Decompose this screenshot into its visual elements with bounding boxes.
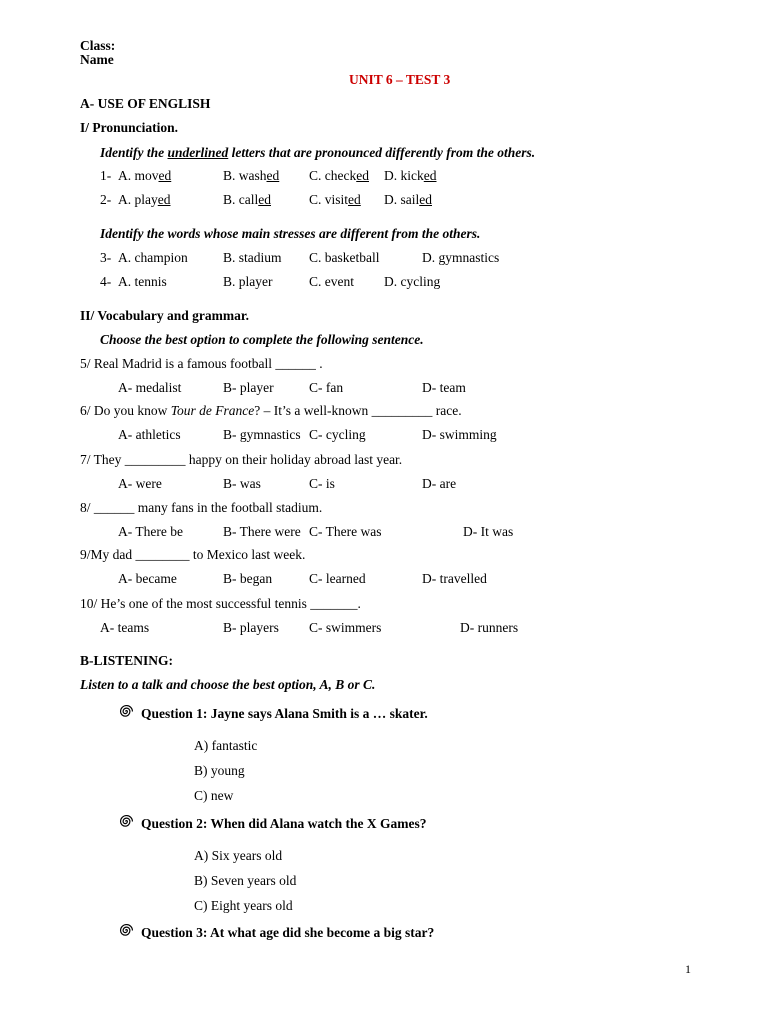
section-a-heading: A- USE OF ENGLISH xyxy=(80,96,211,111)
option-d: D- are xyxy=(422,476,457,491)
option-b: B- players xyxy=(223,620,279,635)
question-number: 3- xyxy=(100,250,112,265)
listening-option: A) Six years old xyxy=(194,848,283,863)
question-stem: 7/ They _________ happy on their holiday abroad last year. xyxy=(80,452,403,467)
option-c: C- swimmers xyxy=(309,620,382,635)
vocabulary-heading: II/ Vocabulary and grammar. xyxy=(80,308,250,323)
question-stem: 9/My dad ________ to Mexico last week. xyxy=(80,547,306,562)
option-b: B- was xyxy=(223,476,261,491)
pronunciation-instruction: Identify the underlined letters that are pronounced differently from the others. xyxy=(100,145,536,160)
question-number: 1- xyxy=(100,168,112,183)
page-number: 1 xyxy=(685,962,691,976)
option-a: A- There be xyxy=(118,524,183,539)
listening-option: B) Seven years old xyxy=(194,873,297,888)
option-c: C. visited xyxy=(309,192,361,207)
option-d: D. kicked xyxy=(384,168,437,183)
option-d: D- It was xyxy=(463,524,514,539)
option-d: D. gymnastics xyxy=(422,250,500,265)
option-b: B. called xyxy=(223,192,271,207)
option-c: C- learned xyxy=(309,571,366,586)
option-d: D. sailed xyxy=(384,192,432,207)
option-a: A- became xyxy=(118,571,177,586)
option-b: B. washed xyxy=(223,168,280,183)
option-c: C. checked xyxy=(309,168,369,183)
question-stem: 10/ He’s one of the most successful tennis _______. xyxy=(80,596,361,611)
spiral-bullet-icon xyxy=(118,922,135,939)
option-a: A- teams xyxy=(100,620,150,635)
option-d: D- runners xyxy=(460,620,519,635)
option-c: C- is xyxy=(309,476,335,491)
option-a: A- medalist xyxy=(118,380,182,395)
class-label: Class: xyxy=(80,38,116,53)
option-b: B. stadium xyxy=(223,250,282,265)
listening-instruction: Listen to a talk and choose the best option, A, B or C. xyxy=(80,677,376,692)
option-a: A. moved xyxy=(118,168,172,183)
name-label: Name xyxy=(80,52,114,67)
listening-option: C) Eight years old xyxy=(194,898,293,913)
option-c: C- cycling xyxy=(309,427,366,442)
option-d: D. cycling xyxy=(384,274,441,289)
option-a: A- athletics xyxy=(118,427,181,442)
option-a: A. played xyxy=(118,192,171,207)
option-b: B- began xyxy=(223,571,273,586)
spiral-bullet-icon xyxy=(118,703,135,720)
option-d: D- team xyxy=(422,380,466,395)
spiral-bullet-icon xyxy=(118,813,135,830)
listening-option: A) fantastic xyxy=(194,738,258,753)
listening-option: B) young xyxy=(194,763,245,778)
option-c: C. basketball xyxy=(309,250,380,265)
option-b: B- gymnastics xyxy=(223,427,301,442)
option-d: D- travelled xyxy=(422,571,487,586)
option-a: A. champion xyxy=(118,250,188,265)
option-b: B- There were xyxy=(223,524,301,539)
listening-question-3: Question 3: At what age did she become a big star? xyxy=(141,925,435,940)
vocabulary-instruction: Choose the best option to complete the following sentence. xyxy=(100,332,424,347)
option-c: C- There was xyxy=(309,524,382,539)
page-title: UNIT 6 – TEST 3 xyxy=(349,72,451,87)
question-stem: 6/ Do you know Tour de France? – It’s a well-known _________ race. xyxy=(80,403,462,418)
option-b: B. player xyxy=(223,274,273,289)
option-a: A- were xyxy=(118,476,162,491)
option-c: C. event xyxy=(309,274,354,289)
pronunciation-heading: I/ Pronunciation. xyxy=(80,120,179,135)
stress-instruction: Identify the words whose main stresses are different from the others. xyxy=(100,226,481,241)
question-number: 2- xyxy=(100,192,112,207)
question-stem: 5/ Real Madrid is a famous football ______ . xyxy=(80,356,323,371)
question-stem: 8/ ______ many fans in the football stadium. xyxy=(80,500,323,515)
listening-question-1: Question 1: Jayne says Alana Smith is a … skater. xyxy=(141,706,428,721)
listening-option: C) new xyxy=(194,788,234,803)
listening-question-2: Question 2: When did Alana watch the X Games? xyxy=(141,816,427,831)
question-number: 4- xyxy=(100,274,112,289)
option-d: D- swimming xyxy=(422,427,497,442)
section-b-heading: B-LISTENING: xyxy=(80,653,174,668)
option-a: A. tennis xyxy=(118,274,167,289)
option-b: B- player xyxy=(223,380,274,395)
option-c: C- fan xyxy=(309,380,344,395)
